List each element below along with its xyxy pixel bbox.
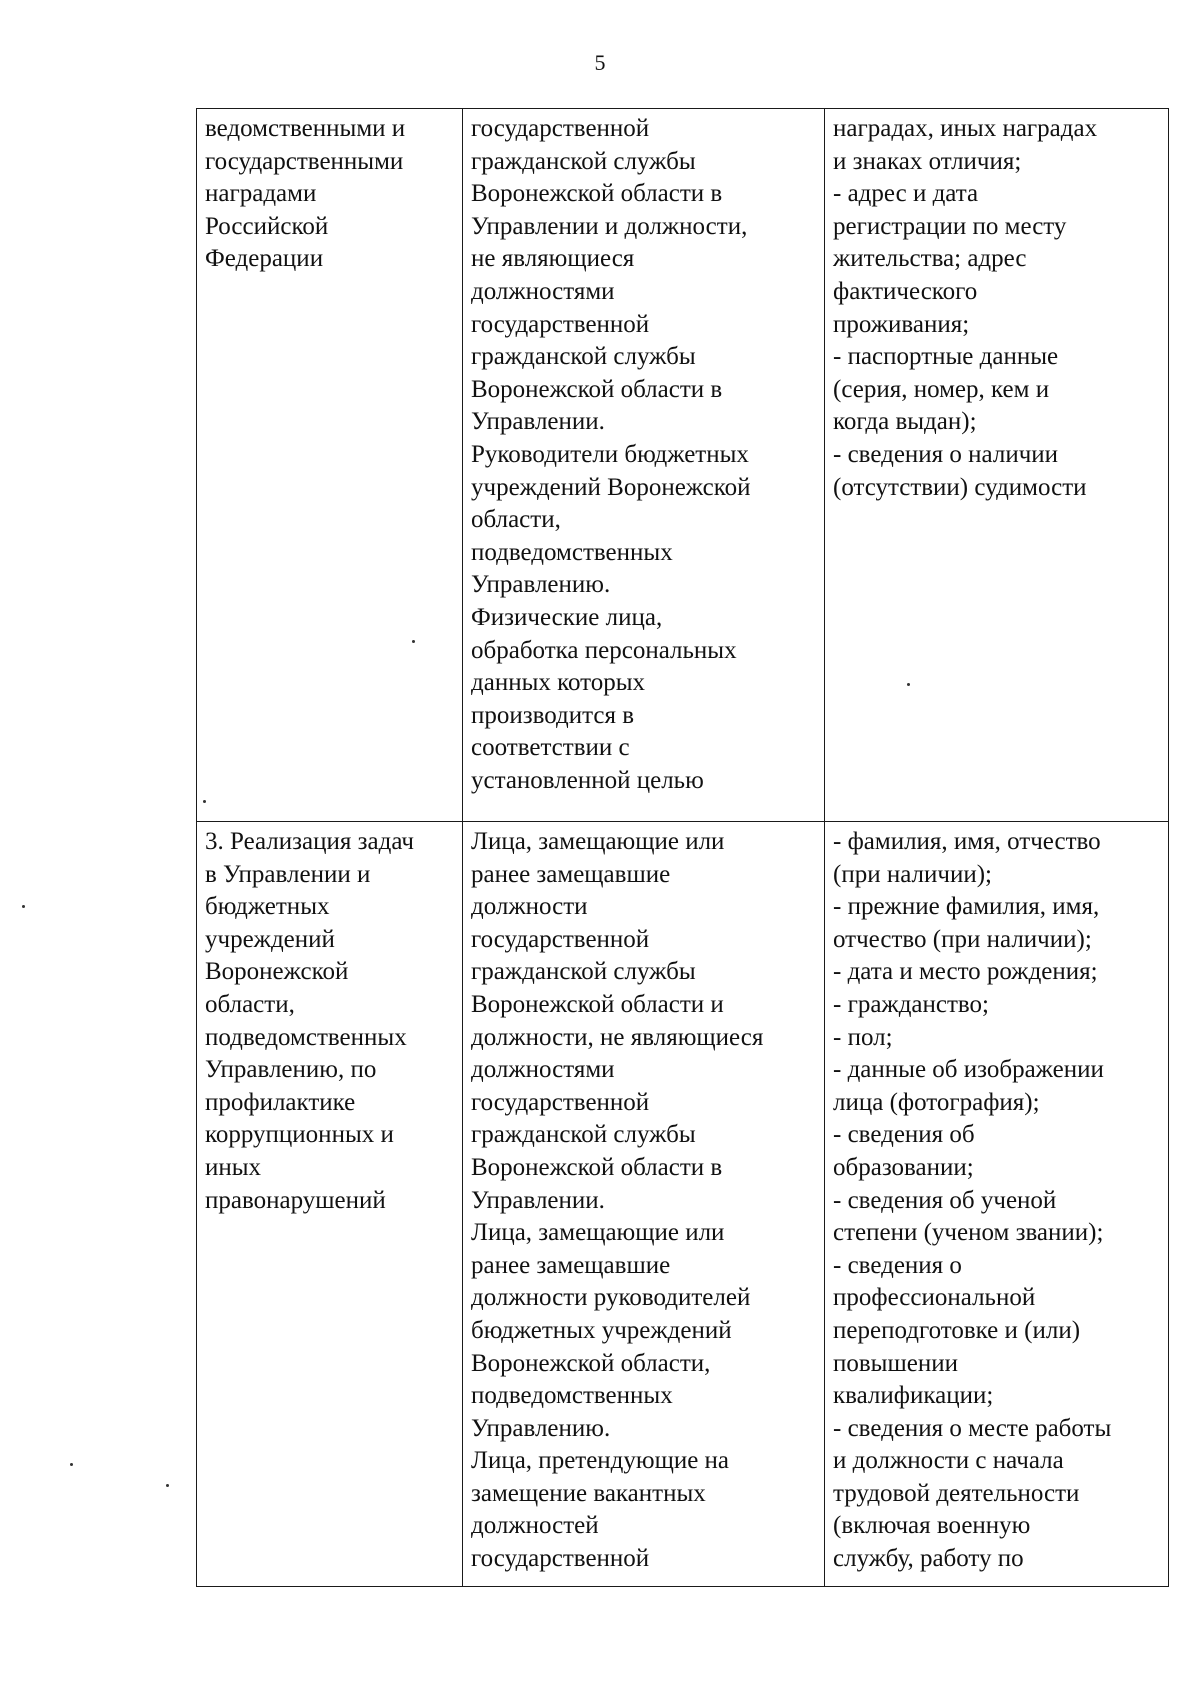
cell-text-line: учреждений Воронежской bbox=[471, 473, 751, 501]
cell-text-line: ведомственными и bbox=[205, 115, 406, 142]
cell-text-line: правонарушений bbox=[205, 1186, 386, 1214]
table-row bbox=[197, 109, 1169, 822]
cell-text-line: (включая военную bbox=[833, 1512, 1031, 1540]
cell-text-line: области, bbox=[471, 506, 561, 534]
cell-text-line: гражданской службы bbox=[471, 147, 696, 175]
cell-text-line: профилактике bbox=[205, 1088, 356, 1116]
cell-text-line: должности bbox=[471, 893, 588, 921]
cell-text-line: бюджетных bbox=[205, 893, 330, 921]
cell-text-line: регистрации по месту bbox=[833, 212, 1067, 240]
cell-text-line: в Управлении и bbox=[205, 860, 371, 888]
cell-text-line: жительства; адрес bbox=[833, 245, 1027, 273]
cell-text-line: государственной bbox=[471, 925, 650, 953]
cell-text-line: профессиональной bbox=[833, 1284, 1036, 1312]
cell-text-line: должности руководителей bbox=[471, 1284, 751, 1312]
cell-text-line: наградами bbox=[205, 180, 317, 208]
cell-text-line: гражданской службы bbox=[471, 958, 696, 986]
cell-text-line: - гражданство; bbox=[833, 990, 989, 1018]
cell-text-line: Лица, замещающие или bbox=[471, 1219, 725, 1247]
cell-text-line: степени (ученом звании); bbox=[833, 1219, 1104, 1247]
table-row bbox=[197, 822, 1169, 1587]
cell-text-line: Руководители бюджетных bbox=[471, 440, 749, 468]
cell-text-line: переподготовке и (или) bbox=[833, 1316, 1081, 1344]
cell-text-line: государственной bbox=[471, 1088, 650, 1116]
data-table bbox=[196, 108, 1169, 1587]
cell-text-line: государственными bbox=[205, 147, 404, 175]
cell-text-line: (отсутствии) судимости bbox=[833, 473, 1087, 501]
cell-text-line: обработка персональных bbox=[471, 636, 737, 664]
cell-text-line: замещение вакантных bbox=[471, 1479, 706, 1507]
cell-text-line: Управлению. bbox=[471, 1414, 611, 1442]
cell-text-line: установленной целью bbox=[471, 766, 704, 794]
cell-text-line: должностями bbox=[471, 277, 615, 305]
scan-speck bbox=[412, 640, 415, 643]
cell-text-line: наградах, иных наградах bbox=[833, 115, 1098, 142]
cell-text-line: подведомственных bbox=[471, 1382, 673, 1410]
scan-speck bbox=[70, 1463, 73, 1466]
cell-text-line: учреждений bbox=[205, 925, 335, 953]
cell-text-line: данных которых bbox=[471, 669, 646, 697]
table-cell-subjects bbox=[463, 109, 825, 822]
cell-text-line: подведомственных bbox=[205, 1023, 407, 1051]
cell-text-line: и должности с начала bbox=[833, 1447, 1064, 1475]
cell-text-line: Управлению. bbox=[471, 571, 611, 599]
cell-text-line: - сведения об ученой bbox=[833, 1186, 1057, 1214]
cell-text-line: отчество (при наличии); bbox=[833, 925, 1092, 953]
cell-text-line: Воронежской области и bbox=[471, 990, 724, 1018]
cell-text-line: соответствии с bbox=[471, 734, 630, 762]
cell-text-line: службу, работу по bbox=[833, 1545, 1024, 1573]
cell-text-line: Воронежской bbox=[205, 958, 349, 986]
cell-text-line: коррупционных и bbox=[205, 1121, 394, 1149]
cell-text-line: повышении bbox=[833, 1349, 958, 1377]
table-cell-purpose bbox=[197, 822, 463, 1587]
cell-text-line: Воронежской области в bbox=[471, 180, 723, 208]
cell-text-line: Управлении. bbox=[471, 1186, 605, 1214]
cell-text-line: гражданской службы bbox=[471, 1121, 696, 1149]
cell-text-line: Лица, претендующие на bbox=[471, 1447, 730, 1475]
cell-text-line: ранее замещавшие bbox=[471, 860, 671, 888]
scan-speck bbox=[203, 800, 206, 803]
cell-text-line: Физические лица, bbox=[471, 603, 663, 631]
scan-speck bbox=[166, 1484, 169, 1487]
cell-text-line: фактического bbox=[833, 277, 978, 305]
cell-text-line: 3. Реализация задач bbox=[205, 828, 414, 855]
cell-text-line: Российской bbox=[205, 212, 329, 240]
cell-text-line: государственной bbox=[471, 1545, 650, 1573]
cell-text-line: - адрес и дата bbox=[833, 180, 979, 208]
scan-speck bbox=[22, 905, 25, 908]
table-cell-data-categories bbox=[825, 822, 1169, 1587]
cell-text-line: квалификации; bbox=[833, 1382, 994, 1410]
cell-text-line: производится в bbox=[471, 701, 635, 729]
cell-text-line: - прежние фамилия, имя, bbox=[833, 893, 1100, 921]
cell-text-line: и знаках отличия; bbox=[833, 147, 1022, 175]
cell-text-line: проживания; bbox=[833, 310, 970, 338]
cell-text-line: государственной bbox=[471, 310, 650, 338]
cell-text-line: должности, не являющиеся bbox=[471, 1023, 764, 1051]
cell-text-line: (серия, номер, кем и bbox=[833, 375, 1050, 403]
cell-text-line: должностями bbox=[471, 1056, 615, 1084]
cell-text-line: Управлении и должности, bbox=[471, 212, 748, 240]
cell-text-line: должностей bbox=[471, 1512, 599, 1540]
cell-text-line: когда выдан); bbox=[833, 408, 977, 436]
cell-text-line: - сведения о месте работы bbox=[833, 1414, 1112, 1442]
cell-text-line: ранее замещавшие bbox=[471, 1251, 671, 1279]
cell-text-line: не являющиеся bbox=[471, 245, 635, 273]
cell-text-line: - пол; bbox=[833, 1023, 893, 1051]
table-cell-data-categories bbox=[825, 109, 1169, 822]
cell-text-line: - сведения о наличии bbox=[833, 440, 1059, 468]
cell-text-line: - фамилия, имя, отчество bbox=[833, 828, 1101, 855]
cell-text-line: Управлении. bbox=[471, 408, 605, 436]
cell-text-line: Воронежской области в bbox=[471, 1153, 723, 1181]
page-number: 5 bbox=[594, 50, 606, 75]
cell-text-line: государственной bbox=[471, 115, 650, 142]
cell-text-line: Воронежской области в bbox=[471, 375, 723, 403]
cell-text-line: (при наличии); bbox=[833, 860, 992, 888]
cell-text-line: Воронежской области, bbox=[471, 1349, 711, 1377]
scan-speck bbox=[907, 683, 910, 686]
cell-text-line: гражданской службы bbox=[471, 343, 696, 371]
cell-text-line: - сведения об bbox=[833, 1121, 975, 1149]
table-cell-subjects bbox=[463, 822, 825, 1587]
cell-text-line: - сведения о bbox=[833, 1251, 962, 1279]
cell-text-line: - дата и место рождения; bbox=[833, 958, 1098, 986]
cell-text-line: лица (фотография); bbox=[833, 1088, 1040, 1116]
cell-text-line: - данные об изображении bbox=[833, 1056, 1104, 1084]
cell-text-line: области, bbox=[205, 990, 295, 1018]
cell-text-line: подведомственных bbox=[471, 538, 673, 566]
cell-text-line: Управлению, по bbox=[205, 1056, 377, 1084]
cell-text-line: - паспортные данные bbox=[833, 343, 1059, 371]
cell-text-line: бюджетных учреждений bbox=[471, 1316, 732, 1344]
cell-text-line: образовании; bbox=[833, 1153, 974, 1181]
cell-text-line: иных bbox=[205, 1153, 262, 1181]
cell-text-line: трудовой деятельности bbox=[833, 1479, 1080, 1507]
cell-text-line: Лица, замещающие или bbox=[471, 828, 725, 855]
cell-text-line: Федерации bbox=[205, 245, 324, 273]
table-cell-purpose bbox=[197, 109, 463, 822]
